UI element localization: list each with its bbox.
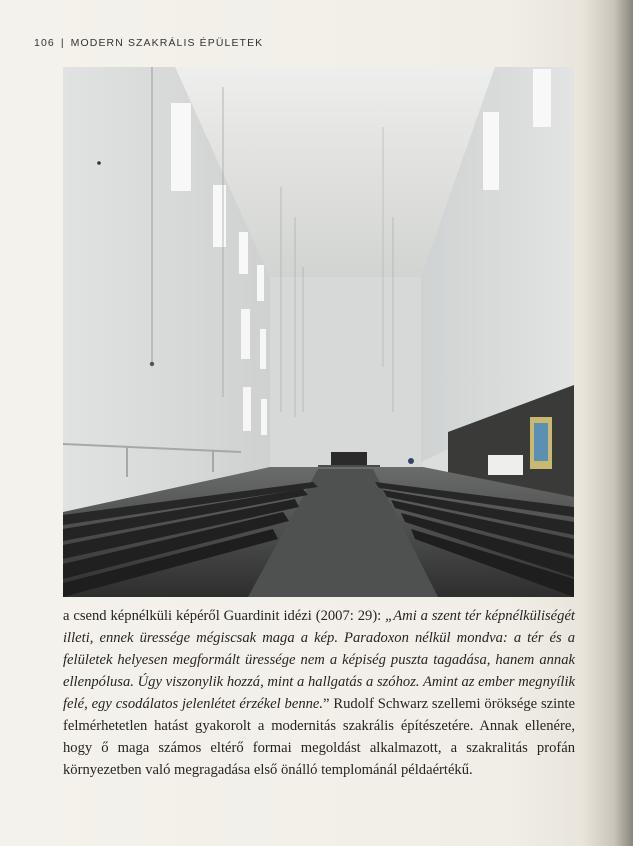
paragraph-outro: ” Rudolf Schwarz szellemi öröksége szinte felmérhetetlen hatást gyakorolt a modernitás szakrális építészetére. Annak ellenére, hogy ő maga számos eltérő formai megoldást alkalmazott, a szakralitás profán környezetben való megragadása első önálló templománál példaértékű. — [63, 696, 575, 778]
header-separator: | — [60, 37, 65, 49]
church-interior-photo — [63, 67, 574, 597]
running-header — [34, 37, 263, 49]
body-paragraph — [63, 605, 575, 781]
running-title: MODERN SZAKRÁLIS ÉPÜLETEK — [70, 37, 264, 49]
page-number: 106 — [34, 37, 55, 49]
paragraph-intro: a csend képnélküli képéről Guardinit idézi (2007: 29): — [63, 608, 386, 624]
guardini-quote: „Ami a szent tér képnélküliségét illeti, ennek üressége mégiscsak maga a kép. Paradoxon nélkül mondva: a tér és a felületek helyesen megformált üressége nem a képiség puszta tagadása, hanem annak ellenpólusa. Úgy viszonylik hozzá, mint a hallgatás a szóhoz. Amint az ember megnyílik felé, egy csodálatos jelenlétet érzékel benne. — [63, 608, 575, 712]
